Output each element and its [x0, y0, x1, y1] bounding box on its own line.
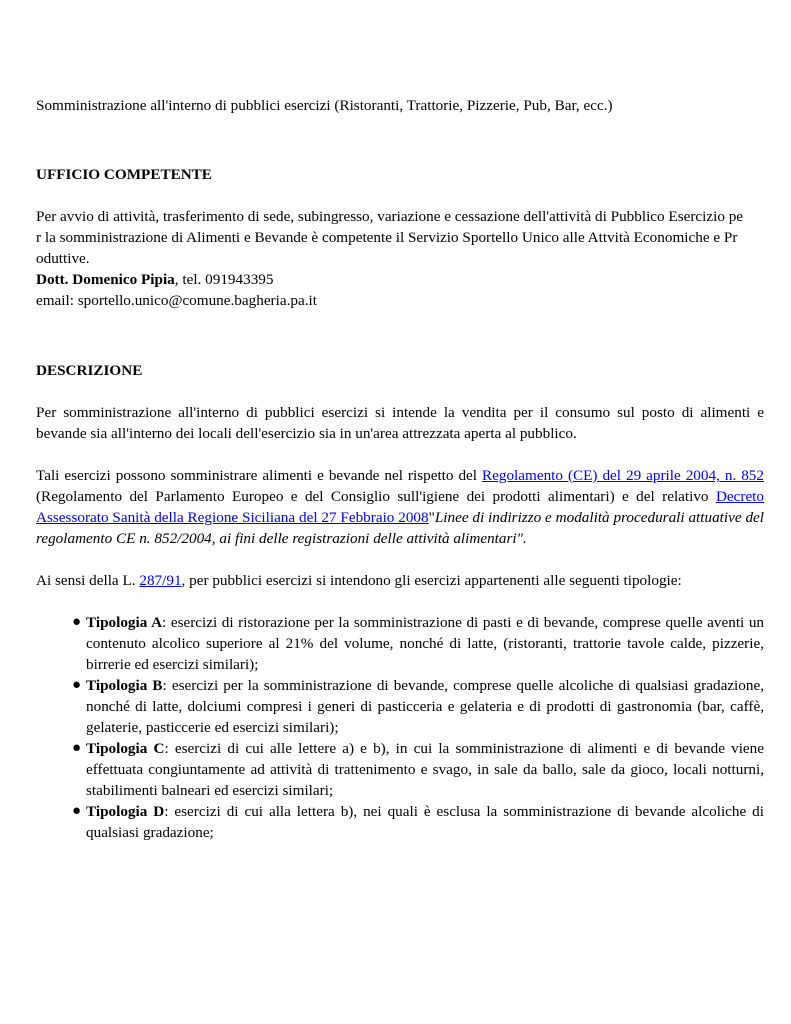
- tipologia-label: Tipologia A: [86, 614, 163, 631]
- para3-text1: Ai sensi della L.: [36, 572, 140, 589]
- list-item: [72, 612, 765, 675]
- list-item: [72, 801, 764, 843]
- tipologia-label: Tipologia D: [86, 803, 165, 820]
- ufficio-body-line3: oduttive.: [36, 250, 90, 267]
- ufficio-body-line2: r la somministrazione di Alimenti e Bevande è competente il Servizio Sportello Unico alle Attvità Economiche e Pr: [36, 229, 738, 246]
- tipologia-text: : esercizi di ristorazione per la somministrazione di pasti e di bevande, comprese quelle aventi un contenuto alcolico superiore al 21% del volume, nonché di latte, (ristoranti, trattorie tavole calde, pizzerie, birrerie ed esercizi similari);: [86, 614, 765, 673]
- contact-name: Dott. Domenico Pipia: [36, 271, 175, 288]
- bullet-icon: ●: [72, 740, 82, 756]
- descrizione-heading: DESCRIZIONE: [36, 362, 143, 379]
- ufficio-body-line1: Per avvio di attività, trasferimento di sede, subingresso, variazione e cessazione dell'attività di Pubblico Esercizio pe: [36, 208, 744, 225]
- tipologia-label: Tipologia C: [86, 740, 165, 757]
- ufficio-body: [36, 206, 764, 269]
- descrizione-para2: [36, 465, 764, 549]
- list-item: [72, 738, 764, 801]
- descrizione-para3: [36, 570, 764, 591]
- document-page: [36, 95, 764, 843]
- para2-text1: Tali esercizi possono somministrare alimenti e bevande nel rispetto del: [36, 467, 482, 484]
- para2-text2: (Regolamento del Parlamento Europeo e del Consiglio sull'igiene dei prodotti alimentari) e del relativo: [36, 488, 716, 505]
- contact-line: [36, 269, 764, 290]
- bullet-icon: ●: [72, 677, 82, 693]
- tipologia-text: : esercizi di cui alla lettera b), nei quali è esclusa la somministrazione di bevande alcoliche di qualsiasi gradazione;: [86, 803, 764, 841]
- list-item: [72, 675, 765, 738]
- tipologie-list: [36, 612, 764, 843]
- tipologia-text: : esercizi di cui alle lettere a) e b), in cui la somministrazione di alimenti e di bevande viene effettuata congiuntamente ad attività di trattenimento e svago, in sale da ballo, sale da gioco, locali notturni, stabilimenti balneari ed esercizi similari;: [86, 740, 764, 799]
- legge-287-91-link[interactable]: 287/91: [139, 572, 182, 589]
- para3-text2: , per pubblici esercizi si intendono gli esercizi appartenenti alle seguenti tipologie:: [181, 572, 682, 589]
- decreto-assessorato-link[interactable]: Decreto Assessorato Sanità della Regione Siciliana del 27 Febbraio 2008: [36, 488, 764, 526]
- bullet-icon: ●: [72, 614, 82, 630]
- contact-tel: , tel. 091943395: [174, 271, 274, 288]
- para2-text3: ": [428, 509, 435, 526]
- tipologia-text: : esercizi per la somministrazione di bevande, comprese quelle alcoliche di qualsiasi gradazione, nonché di latte, dolciumi compresi i generi di pasticceria e gelateria e di prodotti di gastronomia (bar, caffè, gelaterie, pasticcerie ed esercizi similari);: [86, 677, 765, 736]
- para2-italic: Linee di indirizzo e modalità procedurali attuative del regolamento CE n. 852/2004, ai fini delle registrazioni delle attività alimentari".: [36, 509, 765, 547]
- contact-email: email: sportello.unico@comune.bagheria.pa.it: [36, 292, 317, 309]
- descrizione-para1: Per somministrazione all'interno di pubblici esercizi si intende la vendita per il consumo sul posto di alimenti e bevande sia all'interno dei locali dell'esercizio sia in un'area attrezzata aperta al pubblico.: [36, 404, 764, 442]
- intro-text: Somministrazione all'interno di pubblici esercizi (Ristoranti, Trattorie, Pizzerie, Pub, Bar, ecc.): [36, 97, 613, 114]
- tipologia-label: Tipologia B: [86, 677, 163, 694]
- bullet-icon: ●: [72, 803, 82, 819]
- ufficio-heading: UFFICIO COMPETENTE: [36, 166, 212, 183]
- regolamento-ce-link[interactable]: Regolamento (CE) del 29 aprile 2004, n. 852: [482, 467, 764, 484]
